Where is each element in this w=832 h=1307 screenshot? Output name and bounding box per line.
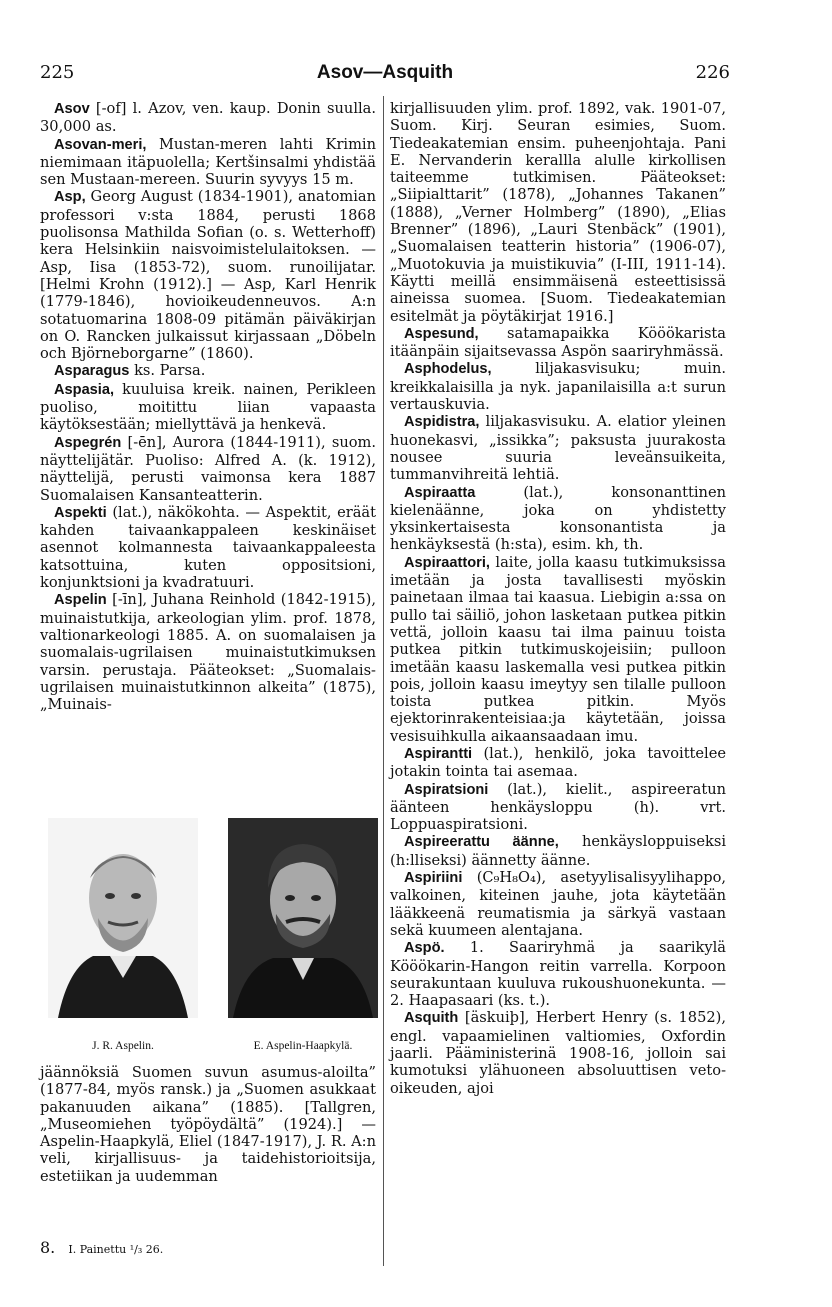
entry-aspireerattu xyxy=(390,833,726,869)
entry-aspiraattori xyxy=(390,554,726,745)
entry-text: Georg August (1834-1901), anatomian professori v:sta 1884, perusti 1868 puolisonsa Mathilda Sofian (o. s. Wetterhoff) kera Helsinkiin naisvoimistelulaitoksen. — Asp, Iisa (1853-72), suom. runoilijatar. [Helmi Krohn (1912).] — Asp, Karl Henrik (1779-1846), hovioikeudenneuvos. A:n sotatuomarina 1808-09 pitämän päiväkirjan on O. Rancken julkaissut kirjassaan „Döbeln och Björneborgarne” (1860). xyxy=(40,188,376,363)
caption-aspelin-haapkyla: E. Aspelin-Haapkylä. xyxy=(253,1040,353,1052)
entry-text: 1. Saariryhmä ja saarikylä Kööökarin-Hangon reitin varrella. Korpoon seurakuntaan kuuluva rukoushuonekunta. — 2. Haapasaari (ks. t.). xyxy=(390,939,726,1010)
headword: Aspireerattu äänne, xyxy=(404,834,559,851)
headword: Aspiraattori, xyxy=(404,554,490,571)
entry-aspelin xyxy=(40,591,376,713)
entry-text: kirjallisuuden ylim. prof. 1892, vak. 1901-07, Suom. Kirj. Seuran esimies, Suom. Tiedeakatemian ensim. puheenjohtaja. Pani E. Nervanderin kerallla alulle kirkollisen taiteemme tutkimisen. Pääteokset: „Siipialttarit” (1878), „Johannes Takanen” (1888), „Verner Holmberg” (1890), „Elias Brenner” (1896), „Lauri Stenbäck” (1901), „Suomalaisen teatterin historia” (1906-07), „Muotokuvia ja muistikuvia” (I-III, 1911-14). Käytti meillä ensimmäisenä esteettisissä aineissa suomea. [Suom. Tiedeakatemian esitelmät ja pöytäkirjat 1916.] xyxy=(390,100,726,325)
headword: Aspiratsioni xyxy=(404,781,489,798)
entry-text: kuuluisa kreik. nainen, Perikleen puoliso, moitittu liian vapaasta käytöksestään; miellyttävä ja henkevä. xyxy=(40,380,376,434)
entry-aspiriini xyxy=(390,869,726,939)
entry-text: (lat.), kielit., aspireeratun äänteen henkäysloppu (h). vrt. Loppuaspiratsioni. xyxy=(390,780,726,834)
entry-text: henkäysloppuiseksi (h:lliseksi) äännetty äänne. xyxy=(390,833,726,869)
print-note: I. Painettu ¹/₃ 26. xyxy=(68,1243,164,1256)
headword: Asov xyxy=(54,101,90,117)
entry-aspegren xyxy=(40,434,376,504)
left-column-continuation: jäännöksiä Suomen suvun asumus-aloilta” (1877-84, myös ransk.) ja „Suomen asukkaat pakanuuden aikana” (1885). [Tallgren, „Museomiehen työpöydältä” (1924).] — Aspelin-Haapkylä, Eliel (1847-1917), J. R. A:n veli, kirjallisuus- ja taidehistorioitsija, estetiikan ja uudemman xyxy=(40,1064,376,1185)
entry-text: Mustan-meren lahti Krimin niemimaan itäpuolella; Kertšinsalmi yhdistää sen Mustaan-mereen. Suurin syvyys 15 m. xyxy=(40,135,376,189)
column-divider xyxy=(383,96,384,1266)
headword: Asquith xyxy=(404,1010,459,1027)
entry-aspidistra xyxy=(390,413,726,483)
page-footer xyxy=(40,1238,163,1257)
headword: Aspasia, xyxy=(54,381,115,398)
headword: Aspelin xyxy=(54,592,107,609)
entry-text: [äskuiþ], Herbert Henry (s. 1852), engl. vapaamielinen valtiomies, Oxfordin jaarli. Pääministerinä 1908-16, jolloin sai kumotuksi ylähuoneen absoluuttisen veto-oikeuden, ajoi xyxy=(390,1009,726,1097)
portrait-aspelin-haapkyla-drawing xyxy=(228,818,378,1018)
headword: Asparagus xyxy=(54,363,130,380)
entry-asparagus xyxy=(40,362,376,380)
left-page-number: 225 xyxy=(40,62,75,83)
right-page-number: 226 xyxy=(695,62,730,83)
entry-aspirantti xyxy=(390,745,726,781)
entry-asov xyxy=(40,100,376,136)
signature-mark: 8. xyxy=(40,1238,56,1257)
headword: Aspirantti xyxy=(404,745,473,762)
entry-aspiraatta xyxy=(390,484,726,554)
entry-text: (lat.), näkökohta. — Aspektit, eräät kahden taivaankappaleen keskinäiset asennot kolmannesta taivaankappaleesta katsottuina, kuten oppositsioni, konjunktsioni ja kvadratuuri. xyxy=(40,503,376,592)
entry-text: (lat.), henkilö, joka tavoittelee jotakin tointa tai asemaa. xyxy=(390,744,726,781)
entry-aspasia xyxy=(40,381,376,434)
entry-text: satamapaikka Kööökarista itäänpäin sijaitsevassa Aspön saariryhmässä. xyxy=(390,324,726,361)
left-column xyxy=(40,100,376,713)
entry-text: laite, jolla kaasu tutkimuksissa imetään ja josta tavallisesti myöskin painetaan ilmaa tai kaasua. Liebigin a:ssa on pullo tai säiliö, johon lasketaan putkea pitkin vettä, jolloin kaasu tai ilma painuu toista putkea pitkin tutkimuskojeisiin; pulloon imetään kaasu laskemalla vesi putkea pitkin pois, jolloin kaasu imeytyy sen tilalle pulloon toista putkea pitkin. Myös ejektorinrakenteisiaa:ja käytetään, joissa vesisuihkulla aikaansaadaan imu. xyxy=(390,553,726,745)
headword: Asp, xyxy=(54,189,86,206)
caption-aspelin: J. R. Aspelin. xyxy=(92,1040,154,1052)
entry-text: liljakasvisuku; muin. kreikkalaisilla ja nyk. japanilaisilla a:t surun vertauskuvia. xyxy=(390,360,726,414)
headword: Aspesund, xyxy=(404,325,479,342)
portrait-photos xyxy=(40,792,376,1062)
entry-text: [-of] l. Azov, ven. kaup. Donin suulla. 30,000 as. xyxy=(40,100,376,136)
headword: Aspö. xyxy=(404,940,445,957)
entry-text: [-ēn], Aurora (1844-1911), suom. näyttelijätär. Puoliso: Alfred A. (k. 1912), näyttelijä, perusti vaimonsa kera 1887 Suomalaisen Kansanteatterin. xyxy=(40,433,376,504)
portrait-aspelin-drawing xyxy=(48,818,198,1018)
entry-asovan-meri xyxy=(40,136,376,189)
headword: Aspiriini xyxy=(404,870,463,887)
headword: Asphodelus, xyxy=(404,361,492,378)
headword: Aspidistra, xyxy=(404,414,480,431)
entry-aspiratsioni xyxy=(390,781,726,834)
headword: Asovan-meri, xyxy=(54,136,147,153)
headword: Aspekti xyxy=(54,504,107,521)
portrait-photo-aspelin xyxy=(48,818,198,1018)
entry-aspesund xyxy=(390,325,726,361)
entry-asquith xyxy=(390,1009,726,1096)
right-column xyxy=(390,100,726,1097)
entry-text: liljakasvisuku. A. elatior yleinen huonekasvi, „issikka”; paksusta juurakosta nousee suuria leveänsuikeita, tummanvihreitä lehtiä. xyxy=(390,413,726,484)
entry-text: (lat.), konsonanttinen kielenäänne, joka on yhdistetty yksinkertaisesta konsonantista ja henkäyksestä (h:sta), esim. kh, th. xyxy=(390,483,726,554)
entry-text: ks. Parsa. xyxy=(129,362,206,380)
entry-continuation xyxy=(390,100,726,325)
entry-asp xyxy=(40,188,376,362)
page-header xyxy=(40,62,730,88)
entry-text: (C₉H₈O₄), asetyylisalisyylihappo, valkoinen, kiteinen jauhe, jota käytetään lääkkeenä reumatismia ja särkyä vastaan sekä kuumeen alentajana. xyxy=(390,869,726,939)
entry-asphodelus xyxy=(390,360,726,413)
headword: Aspiraatta xyxy=(404,484,476,501)
headword: Aspegrén xyxy=(54,434,122,451)
entry-aspekti xyxy=(40,504,376,591)
running-title: Asov—Asquith xyxy=(316,62,454,83)
entry-aspo xyxy=(390,939,726,1009)
entry-text: [-īn], Juhana Reinhold (1842-1915), muinaistutkija, arkeologian ylim. prof. 1878, valtionarkeologi 1885. A. on suomalaisen ja suomalais-ugrilaisen muinaistutkimuksen varsin. perustaja. Pääteokset: „Suomalais-ugrilaisen muinaistutkinnon alkeita” (1875), „Muinais- xyxy=(40,591,376,714)
portrait-photo-aspelin-haapkyla xyxy=(228,818,378,1018)
